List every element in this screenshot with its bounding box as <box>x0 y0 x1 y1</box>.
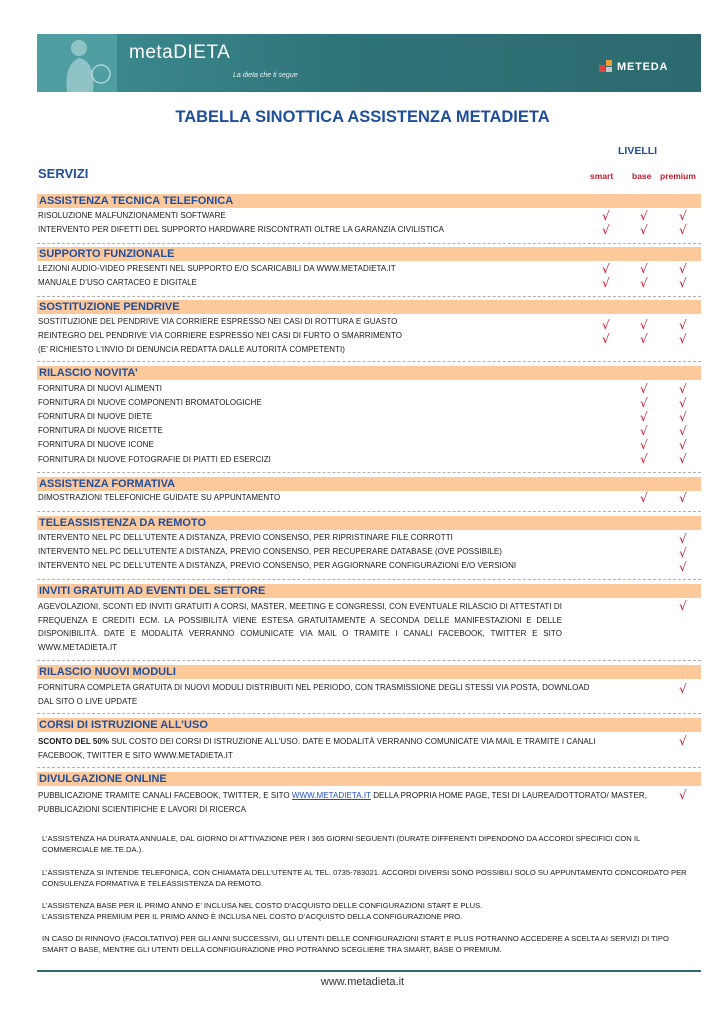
level-base: base <box>632 171 652 181</box>
divider <box>37 767 701 768</box>
section-title: INVITI GRATUITI AD EVENTI DEL SETTORE <box>37 584 701 598</box>
section-title: ASSISTENZA FORMATIVA <box>37 477 701 491</box>
header-banner <box>37 34 701 92</box>
checkmark-icon: √ <box>640 223 648 237</box>
discount-highlight: SCONTO DEL 50% <box>38 737 110 746</box>
service-line: REINTEGRO DEL PENDRIVE VIA CORRIERE ESPRESSO NEI CASI DI FURTO O SMARRIMENTO <box>38 331 403 340</box>
checkmark-icon: √ <box>679 262 687 276</box>
checkmark-icon: √ <box>679 318 687 332</box>
checkmark-icon: √ <box>602 318 610 332</box>
woman-silhouette-icon <box>37 34 117 92</box>
note-premium: L’ASSISTENZA PREMIUM PER IL PRIMO ANNO È INCLUSA NEL COSTO D’ACQUISTO DELLA CONFIGURAZIONE PRO. <box>42 912 463 921</box>
checkmark-icon: √ <box>640 262 648 276</box>
service-line: LEZIONI AUDIO-VIDEO PRESENTI NEL SUPPORTO E/O SCARICABILI DA WWW.METADIETA.IT <box>38 264 396 273</box>
checkmark-icon: √ <box>679 438 687 452</box>
checkmark-icon: √ <box>640 396 648 410</box>
checkmark-icon: √ <box>679 491 687 505</box>
note-renewal: IN CASO DI RINNOVO (FACOLTATIVO) PER GLI ANNI SUCCESSIVI, GLI UTENTI DELLE CONFIGURAZIONI START E PLUS POTRANNO ACCEDERE A SCELTA AI SERVIZI DI TIPO SMART O BASE, MENTRE GLI UTENTI DELLA CONFIGURAZIONE PRO POTRANNO SCEGLIERE TRA SMART, BASE O PREMIUM. <box>42 934 669 954</box>
service-paragraph <box>38 735 598 762</box>
note-base: L’ASSISTENZA BASE PER IL PRIMO ANNO E’ INCLUSA NEL COSTO D’ACQUISTO DELLE CONFIGURAZIONI START E PLUS. <box>42 901 483 910</box>
page-title: TABELLA SINOTTICA ASSISTENZA METADIETA <box>175 108 550 126</box>
checkmark-icon: √ <box>679 410 687 424</box>
checkmark-icon: √ <box>602 262 610 276</box>
service-line: FORNITURA DI NUOVE DIETE <box>38 412 153 421</box>
service-line: INTERVENTO NEL PC DELL’UTENTE A DISTANZA, PREVIO CONSENSO, PER RECUPERARE DATABASE (OVE POSSIBILE) <box>38 547 502 556</box>
level-premium: premium <box>660 171 696 181</box>
checkmark-icon: √ <box>679 332 687 346</box>
checkmark-icon: √ <box>602 223 610 237</box>
checkmark-icon: √ <box>640 382 648 396</box>
service-line: FORNITURA DI NUOVI ALIMENTI <box>38 384 163 393</box>
divider <box>37 243 701 244</box>
service-line: FORNITURA DI NUOVE COMPONENTI BROMATOLOGICHE <box>38 398 262 407</box>
checkmark-icon: √ <box>640 332 648 346</box>
checkmark-icon: √ <box>602 332 610 346</box>
footer-url[interactable]: www.metadieta.it <box>320 976 405 988</box>
notes-box <box>37 827 701 972</box>
service-line: FORNITURA DI NUOVE RICETTE <box>38 426 163 435</box>
service-line: INTERVENTO NEL PC DELL’UTENTE A DISTANZA, PREVIO CONSENSO, PER RIPRISTINARE FILE CORROTTI <box>38 533 453 542</box>
levels-label: LIVELLI <box>618 145 658 157</box>
section-title: SOSTITUZIONE PENDRIVE <box>37 300 701 314</box>
online-text-pre: PUBBLICAZIONE TRAMITE CANALI FACEBOOK, TWITTER, E SITO <box>38 791 292 800</box>
service-line: RISOLUZIONE MALFUNZIONAMENTI SOFTWARE <box>38 211 226 220</box>
checkmark-icon: √ <box>640 318 648 332</box>
checkmark-icon: √ <box>679 452 687 466</box>
checkmark-icon: √ <box>602 276 610 290</box>
service-line: MANUALE D’USO CARTACEO E DIGITALE <box>38 278 198 287</box>
divider <box>37 713 701 714</box>
note-duration: L’ASSISTENZA HA DURATA ANNUALE, DAL GIORNO DI ATTIVAZIONE PER I 365 GIORNI SEGUENTI (DURATE DIFFERENTI DIPENDONO DA ACCORDI SPECIFICI CON IL COMMERCIALE ME.TE.DA.). <box>42 834 640 854</box>
service-paragraph <box>38 789 678 816</box>
divider <box>37 511 701 512</box>
checkmark-icon: √ <box>679 599 687 613</box>
section-title: SUPPORTO FUNZIONALE <box>37 247 701 261</box>
logo-tagline: La dieta che ti segue <box>233 72 298 79</box>
checkmark-icon: √ <box>679 396 687 410</box>
section-title: RILASCIO NOVITA’ <box>37 366 701 380</box>
divider <box>37 296 701 297</box>
service-paragraph: AGEVOLAZIONI, SCONTI ED INVITI GRATUITI A CORSI, MASTER, MEETING E CONGRESSI, CON EVENTUALE RILASCIO DI ATTESTATI DI FREQUENZA E CREDITI ECM. LA POSSIBILITÀ VIENE ESTESA GRATUITAMENTE A SECONDA DELLE MANIFESTAZIONI E DELLE DISPONIBILITÀ. DATE E MODALITÀ VERRANNO COMUNICATE VIA MAIL O TRAMITE I CANALI FACEBOOK, TWITTER E SITO WWW.METADIETA.IT <box>38 602 562 652</box>
checkmark-icon: √ <box>679 682 687 696</box>
service-line: DIMOSTRAZIONI TELEFONICHE GUIDATE SU APPUNTAMENTO <box>38 493 281 502</box>
checkmark-icon: √ <box>679 560 687 574</box>
metadieta-link[interactable]: WWW.METADIETA.IT <box>291 791 371 800</box>
service-line: (E’ RICHIESTO L’INVIO DI DENUNCIA REDATTA DALLE AUTORITÀ COMPETENTI) <box>38 345 346 354</box>
checkmark-icon: √ <box>679 276 687 290</box>
meteda-logo-icon <box>599 59 613 73</box>
checkmark-icon: √ <box>679 532 687 546</box>
checkmark-icon: √ <box>679 223 687 237</box>
service-line: FORNITURA DI NUOVE FOTOGRAFIE DI PIATTI ED ESERCIZI <box>38 455 271 464</box>
service-paragraph: FORNITURA COMPLETA GRATUITA DI NUOVI MODULI DISTRIBUITI NEL PERIODO, CON TRASMISSIONE DEGLI STESSI VIA POSTA, DOWNLOAD DAL SITO O LIVE UPDATE <box>38 683 590 706</box>
checkmark-icon: √ <box>679 382 687 396</box>
checkmark-icon: √ <box>679 546 687 560</box>
divider <box>37 472 701 473</box>
meteda-brand: METEDA <box>617 61 669 73</box>
checkmark-icon: √ <box>640 209 648 223</box>
section-title: ASSISTENZA TECNICA TELEFONICA <box>37 194 701 208</box>
checkmark-icon: √ <box>640 424 648 438</box>
checkmark-icon: √ <box>679 209 687 223</box>
note-telephone: L’ASSISTENZA SI INTENDE TELEFONICA, CON CHIAMATA DELL’UTENTE AL TEL. 0735-783021. ACCORDI DIVERSI SONO POSSIBILI SOLO SU APPUNTAMENTO CONCORDATO PER CONSULENZA FORMATIVA E TELEASSISTENZA DA REMOTO. <box>42 868 687 888</box>
checkmark-icon: √ <box>640 438 648 452</box>
checkmark-icon: √ <box>640 491 648 505</box>
service-line: INTERVENTO PER DIFETTI DEL SUPPORTO HARDWARE RISCONTRATI OLTRE LA GARANZIA CIVILISTICA <box>38 225 444 234</box>
checkmark-icon: √ <box>679 734 687 748</box>
checkmark-icon: √ <box>640 410 648 424</box>
section-title: CORSI DI ISTRUZIONE ALL’USO <box>37 718 701 732</box>
checkmark-icon: √ <box>602 209 610 223</box>
service-line: INTERVENTO NEL PC DELL’UTENTE A DISTANZA, PREVIO CONSENSO, PER AGGIORNARE CONFIGURAZIONI E/O VERSIONI <box>38 561 517 570</box>
checkmark-icon: √ <box>640 452 648 466</box>
level-smart: smart <box>590 171 614 181</box>
section-title: DIVULGAZIONE ONLINE <box>37 772 701 786</box>
checkmark-icon: √ <box>679 424 687 438</box>
section-title: TELEASSISTENZA DA REMOTO <box>37 516 701 530</box>
section-title: RILASCIO NUOVI MODULI <box>37 665 701 679</box>
checkmark-icon: √ <box>640 276 648 290</box>
checkmark-icon: √ <box>679 788 687 802</box>
divider <box>37 579 701 580</box>
metadieta-logo: metaDIETA <box>129 42 231 63</box>
divider <box>37 361 701 362</box>
divider <box>37 660 701 661</box>
service-line: FORNITURA DI NUOVE ICONE <box>38 440 154 449</box>
online-text-post: DELLA PROPRIA HOME PAGE, TESI DI LAUREA/DOTTORATO/ MASTER, PUBBLICAZIONI SCIENTIFICHE E LAVORI DI RICERCA <box>38 791 647 814</box>
discount-text: SUL COSTO DEI CORSI DI ISTRUZIONE ALL’USO. DATE E MODALITÀ VERRANNO COMUNICATE VIA MAIL E TRAMITE I CANALI FACEBOOK, TWITTER E SITO WWW.METADIETA.IT <box>38 737 596 760</box>
service-line: SOSTITUZIONE DEL PENDRIVE VIA CORRIERE ESPRESSO NEI CASI DI ROTTURA E GUASTO <box>38 317 398 326</box>
services-label: SERVIZI <box>38 166 89 181</box>
